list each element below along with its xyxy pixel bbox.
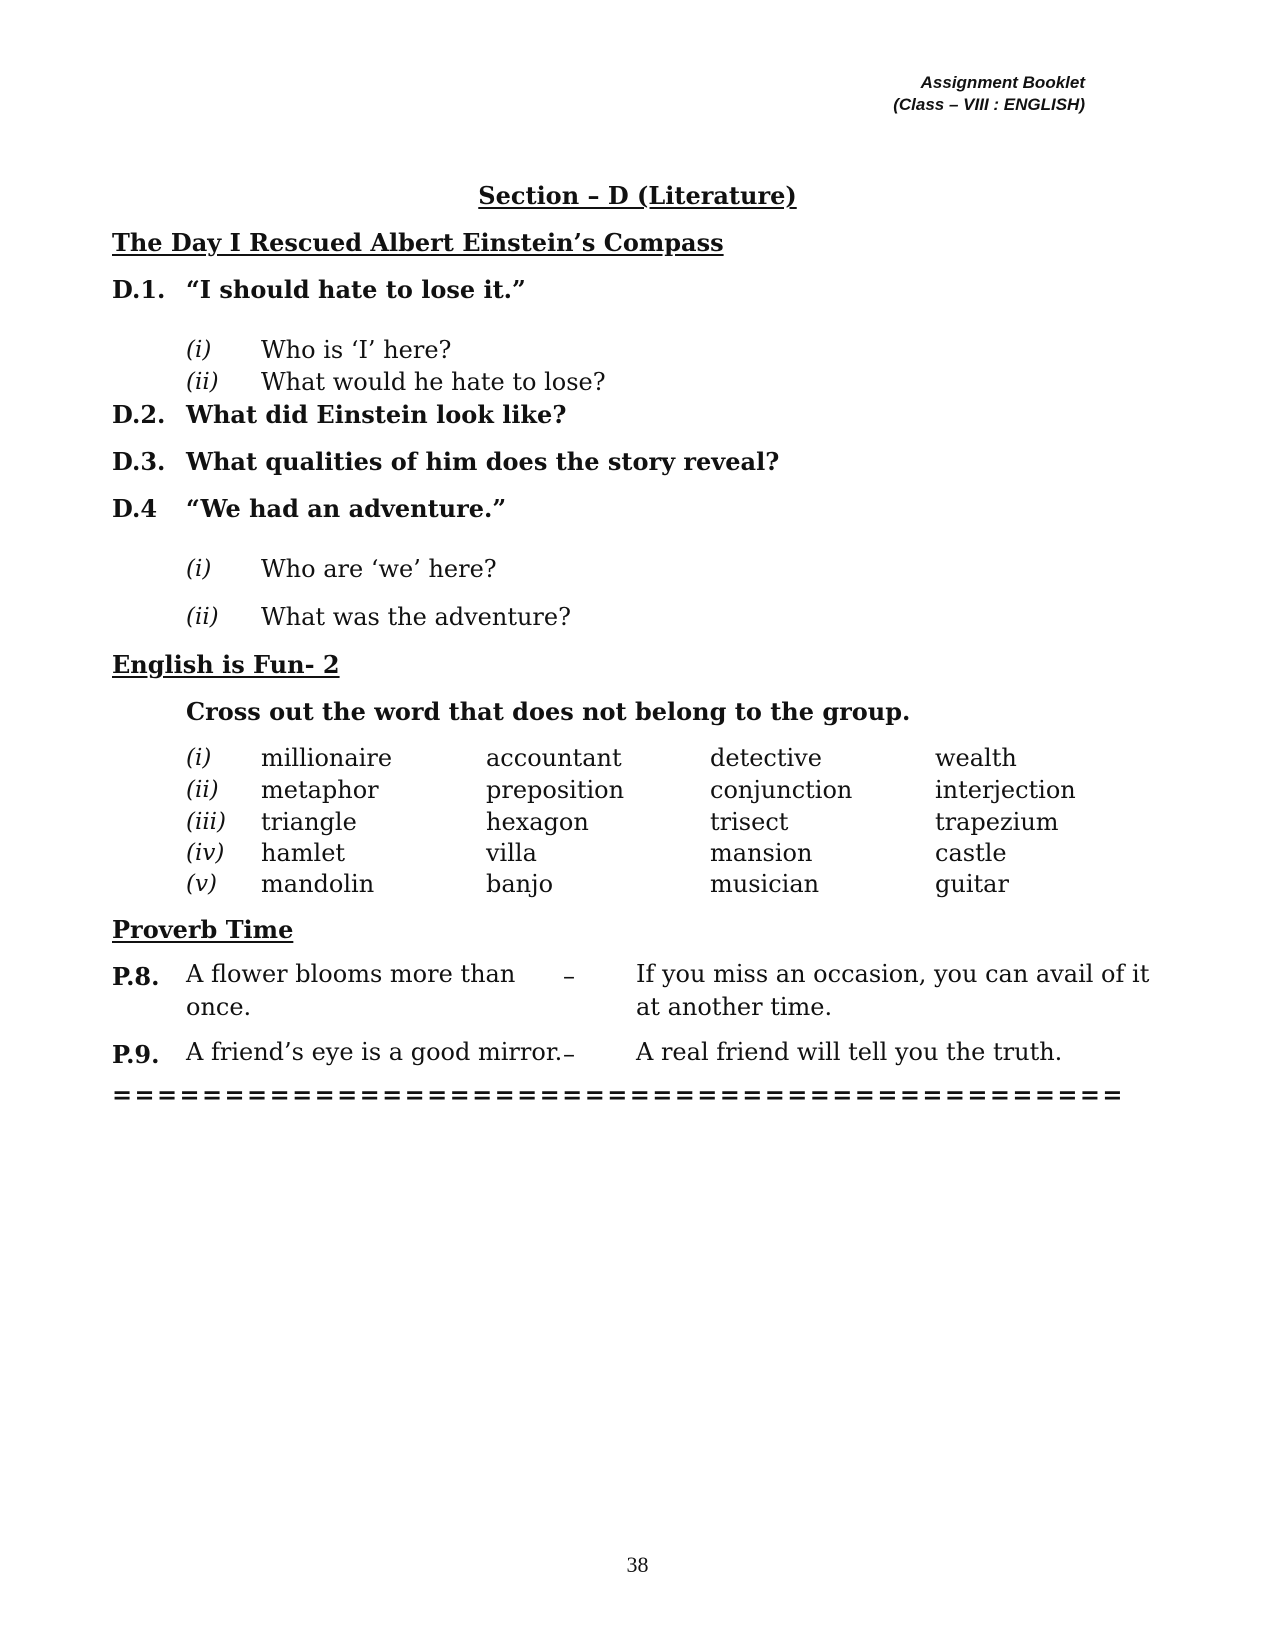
word: trapezium (935, 808, 1059, 836)
word: banjo (486, 870, 554, 898)
word: trisect (710, 808, 789, 836)
proverb-meaning: A real friend will tell you the truth. (636, 1038, 1063, 1066)
word-row-number: (ii) (186, 777, 219, 803)
fun-title: English is Fun- 2 (112, 650, 340, 679)
proverb-dash: – (563, 1040, 575, 1068)
word: conjunction (710, 776, 853, 804)
section-title (0, 181, 1275, 210)
d4-sub-ii-text: What was the adventure? (261, 603, 571, 631)
word: mandolin (261, 870, 375, 898)
proverb-dash: – (563, 962, 575, 990)
word: musician (710, 870, 820, 898)
story-title: The Day I Rescued Albert Einstein’s Compass (112, 228, 724, 257)
word: castle (935, 839, 1007, 867)
d4-sub-i-text: Who are ‘we’ here? (261, 555, 497, 583)
proverb-text: A flower blooms more than once. (186, 960, 516, 1021)
proverb-title: Proverb Time (112, 915, 294, 944)
word: interjection (935, 776, 1076, 804)
word: wealth (935, 744, 1017, 772)
question-d3-text: What qualities of him does the story reveal? (186, 447, 780, 476)
d4-sub-ii-number: (ii) (186, 604, 219, 630)
question-d4-text: “We had an adventure.” (186, 494, 507, 523)
word: detective (710, 744, 822, 772)
proverb-number: P.8. (112, 962, 160, 991)
word: preposition (486, 776, 625, 804)
proverb-text: A friend’s eye is a good mirror. (186, 1038, 563, 1066)
question-d2-number: D.2. (112, 400, 166, 429)
word: triangle (261, 808, 357, 836)
header-class-subject: (Class – VIII : ENGLISH) (893, 95, 1085, 114)
word: hamlet (261, 839, 346, 867)
question-d3-number: D.3. (112, 447, 166, 476)
word-row-number: (iv) (186, 840, 225, 866)
fun-instruction: Cross out the word that does not belong to the group. (186, 697, 911, 726)
divider-rule: ============================================= (112, 1080, 1125, 1109)
word-row-number: (iii) (186, 809, 227, 835)
word: mansion (710, 839, 813, 867)
d1-sub-ii-text: What would he hate to lose? (261, 368, 606, 396)
question-d1-text: “I should hate to lose it.” (186, 275, 526, 304)
word-row-number: (v) (186, 871, 217, 897)
d4-sub-i-number: (i) (186, 556, 212, 582)
d1-sub-ii-number: (ii) (186, 369, 219, 395)
page-number: 38 (626, 1552, 649, 1577)
word: villa (486, 839, 537, 867)
proverb-meaning: If you miss an occasion, you can avail of it at another time. (636, 960, 1150, 1021)
word: millionaire (261, 744, 393, 772)
header-booklet-title: Assignment Booklet (920, 73, 1085, 92)
word: hexagon (486, 808, 589, 836)
d1-sub-i-number: (i) (186, 337, 212, 363)
proverb-number: P.9. (112, 1040, 160, 1069)
question-d1-number: D.1. (112, 275, 166, 304)
d1-sub-i-text: Who is ‘I’ here? (261, 336, 452, 364)
section-title-text: Section – D (Literature) (478, 181, 797, 210)
question-d4-number: D.4 (112, 494, 158, 523)
word: metaphor (261, 776, 379, 804)
word: accountant (486, 744, 622, 772)
word-row-number: (i) (186, 745, 212, 771)
word: guitar (935, 870, 1009, 898)
question-d2-text: What did Einstein look like? (186, 400, 567, 429)
